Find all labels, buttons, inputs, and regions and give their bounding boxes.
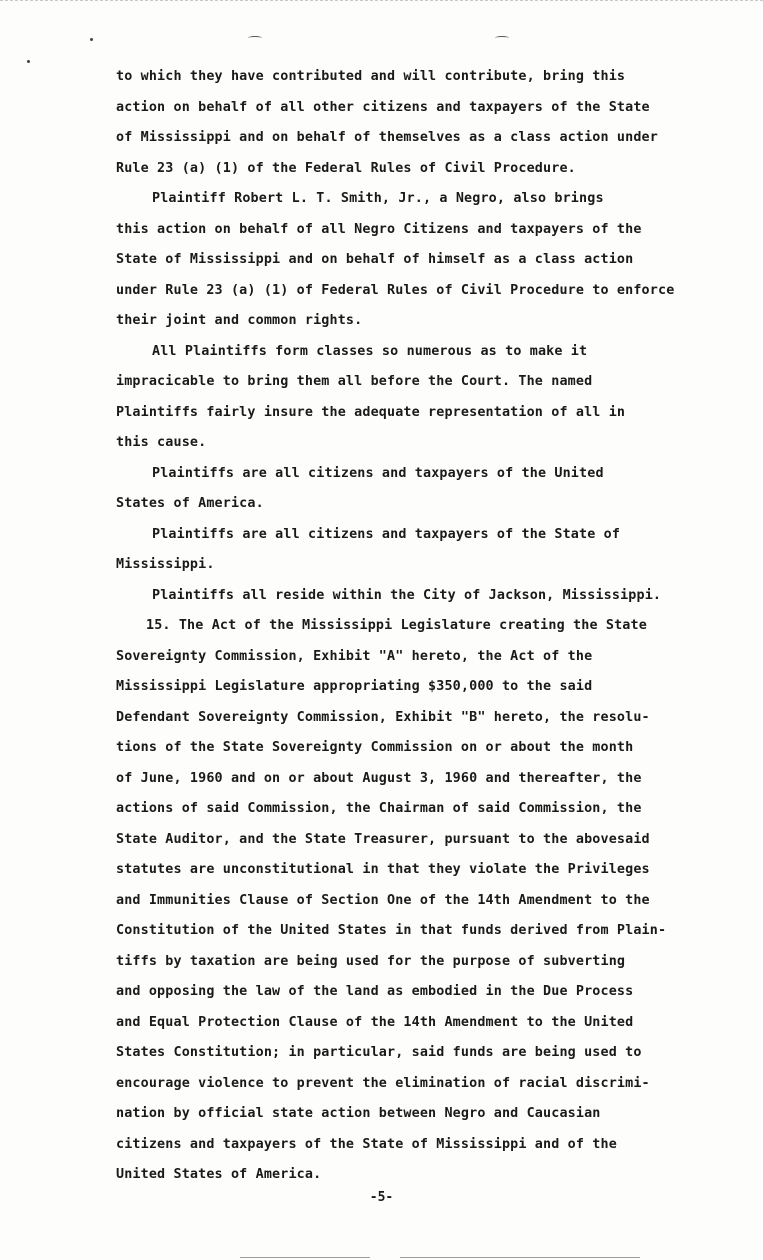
text-line: States of America. xyxy=(116,496,264,511)
text-line: Defendant Sovereignty Commission, Exhibit "B" hereto, the resolu- xyxy=(116,709,650,725)
text-line: statutes are unconstitutional in that they violate the Privileges xyxy=(116,862,650,877)
text-line: nation by official state action between Negro and Caucasian xyxy=(116,1106,601,1121)
text-line: States Constitution; in particular, said funds are being used to xyxy=(116,1045,642,1060)
scan-speck xyxy=(27,60,30,63)
text-line: impracicable to bring them all before the Court. The named xyxy=(116,374,593,389)
text-line: tions of the State Sovereignty Commission on or about the month xyxy=(116,740,634,755)
text-line: Mississippi Legislature appropriating $350,000 to the said xyxy=(116,679,593,694)
text-line: Plaintiffs all reside within the City of Jackson, Mississippi. xyxy=(152,587,662,603)
text-line: State Auditor, and the State Treasurer, pursuant to the abovesaid xyxy=(116,831,650,847)
text-line: action on behalf of all other citizens and taxpayers of the State xyxy=(116,99,650,115)
text-line: Rule 23 (a) (1) of the Federal Rules of Civil Procedure. xyxy=(116,160,576,176)
scan-speck xyxy=(90,38,93,41)
text-line: Plaintiffs fairly insure the adequate representation of all in xyxy=(116,404,626,420)
text-line: Plaintiffs are all citizens and taxpayers of the State of xyxy=(152,526,621,542)
text-line: citizens and taxpayers of the State of Mississippi and of the xyxy=(116,1136,617,1152)
scan-mark xyxy=(495,36,509,40)
text-line: their joint and common rights. xyxy=(116,313,363,328)
text-line: tiffs by taxation are being used for the purpose of subverting xyxy=(116,953,626,969)
text-line: encourage violence to prevent the elimination of racial discrimi- xyxy=(116,1075,650,1091)
text-line: Constitution of the United States in that funds derived from Plain- xyxy=(116,923,667,938)
text-line: actions of said Commission, the Chairman of said Commission, the xyxy=(116,801,642,816)
text-line: Mississippi. xyxy=(116,557,215,572)
text-line: Sovereignty Commission, Exhibit "A" hereto, the Act of the xyxy=(116,648,593,664)
text-line: of Mississippi and on behalf of themselves as a class action under xyxy=(116,130,658,145)
text-line: under Rule 23 (a) (1) of Federal Rules of Civil Procedure to enforce xyxy=(116,282,675,298)
text-line: State of Mississippi and on behalf of himself as a class action xyxy=(116,252,634,267)
text-line: and Equal Protection Clause of the 14th Amendment to the United xyxy=(116,1014,634,1030)
scan-mark xyxy=(248,36,262,40)
text-line: this cause. xyxy=(116,435,207,450)
text-line: All Plaintiffs form classes so numerous as to make it xyxy=(152,343,588,359)
scan-bottom-edge xyxy=(400,1257,640,1258)
text-line: Plaintiffs are all citizens and taxpayers of the United xyxy=(152,465,604,481)
text-line: 15. The Act of the Mississippi Legislature creating the State xyxy=(146,618,647,633)
text-line: this action on behalf of all Negro Citizens and taxpayers of the xyxy=(116,221,642,237)
text-line: and opposing the law of the land as embodied in the Due Process xyxy=(116,984,634,999)
document-body xyxy=(116,62,675,1191)
text-line: Plaintiff Robert L. T. Smith, Jr., a Negro, also brings xyxy=(152,191,604,206)
text-line: of June, 1960 and on or about August 3, 1960 and thereafter, the xyxy=(116,770,642,786)
text-line: United States of America. xyxy=(116,1167,322,1182)
text-line: to which they have contributed and will contribute, bring this xyxy=(116,69,626,84)
page-number: -5- xyxy=(369,1190,394,1205)
scan-bottom-edge xyxy=(240,1257,370,1258)
text-line: and Immunities Clause of Section One of the 14th Amendment to the xyxy=(116,892,650,908)
scan-top-edge xyxy=(0,0,763,1)
